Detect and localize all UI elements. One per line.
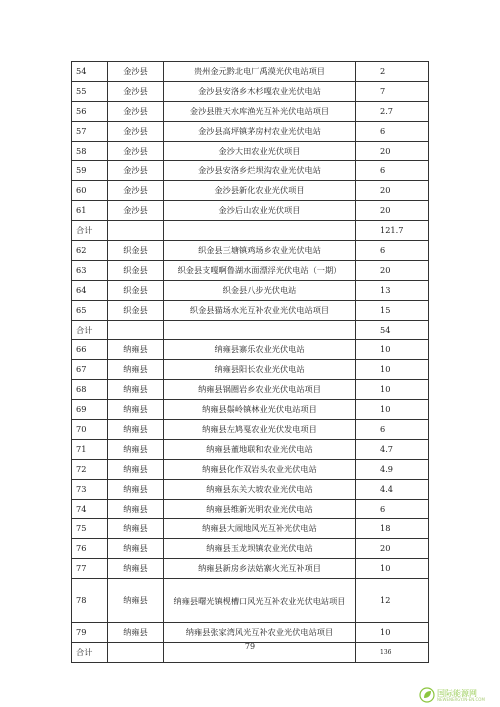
table-row xyxy=(72,420,429,440)
district-cell: 纳雍县 xyxy=(108,439,164,459)
capacity-cell: 2 xyxy=(356,62,429,82)
district-cell: 金沙县 xyxy=(108,201,164,221)
row-number-cell: 58 xyxy=(72,141,108,161)
table-row xyxy=(72,400,429,420)
project-name-cell: 织金县三塘镇鸡场乡农业光伏电站 xyxy=(164,241,356,261)
project-name-cell: 贵州金元黔北电厂禹漠光伏电站项目 xyxy=(164,62,356,82)
district-cell: 金沙县 xyxy=(108,62,164,82)
watermark-text: 国际能源网 xyxy=(437,689,477,698)
project-name-cell: 纳雍县东关大坡农业光伏电站 xyxy=(164,479,356,499)
district-cell: 纳雍县 xyxy=(108,340,164,360)
table-row xyxy=(72,340,429,360)
capacity-cell: 10 xyxy=(356,559,429,579)
capacity-cell: 54 xyxy=(356,320,429,340)
table-row xyxy=(72,459,429,479)
capacity-cell: 10 xyxy=(356,623,429,643)
row-number-cell: 65 xyxy=(72,300,108,320)
project-name-cell: 纳雍县鬃岭镇林业光伏电站项目 xyxy=(164,400,356,420)
district-cell: 金沙县 xyxy=(108,101,164,121)
project-name-cell: 纳雍县左鸠戛农业光伏发电项目 xyxy=(164,420,356,440)
capacity-cell: 15 xyxy=(356,300,429,320)
capacity-cell: 7 xyxy=(356,81,429,101)
project-name-cell: 织金县八步光伏电站 xyxy=(164,280,356,300)
table-row xyxy=(72,280,429,300)
row-number-cell: 54 xyxy=(72,62,108,82)
district-cell: 纳雍县 xyxy=(108,519,164,539)
table-row xyxy=(72,161,429,181)
capacity-cell: 6 xyxy=(356,161,429,181)
table-row xyxy=(72,519,429,539)
district-cell: 纳雍县 xyxy=(108,380,164,400)
table-row xyxy=(72,623,429,643)
capacity-cell: 20 xyxy=(356,141,429,161)
district-cell: 纳雍县 xyxy=(108,400,164,420)
capacity-cell: 20 xyxy=(356,260,429,280)
capacity-cell: 10 xyxy=(356,340,429,360)
district-cell: 金沙县 xyxy=(108,141,164,161)
row-number-cell: 57 xyxy=(72,121,108,141)
district-cell: 金沙县 xyxy=(108,121,164,141)
project-table xyxy=(71,61,429,663)
district-cell: 纳雍县 xyxy=(108,360,164,380)
district-cell: 纳雍县 xyxy=(108,420,164,440)
table-row xyxy=(72,260,429,280)
district-cell: 金沙县 xyxy=(108,81,164,101)
row-number-cell: 61 xyxy=(72,201,108,221)
project-name-cell: 织金县支嘎啊鲁湖水面漂浮光伏电站（一期） xyxy=(164,260,356,280)
watermark-subtext: NEWENERGY.IN-EN.COM xyxy=(437,697,485,702)
row-number-cell: 71 xyxy=(72,439,108,459)
row-number-cell: 62 xyxy=(72,241,108,261)
project-name-cell: 金沙大田农业光伏项目 xyxy=(164,141,356,161)
project-name-cell: 金沙后山农业光伏项目 xyxy=(164,201,356,221)
project-name-cell: 纳雍县化作双岩头农业光伏电站 xyxy=(164,459,356,479)
capacity-cell: 2.7 xyxy=(356,101,429,121)
row-number-cell: 77 xyxy=(72,559,108,579)
row-number-cell: 66 xyxy=(72,340,108,360)
row-number-cell: 68 xyxy=(72,380,108,400)
district-cell: 织金县 xyxy=(108,260,164,280)
project-name-cell: 纳雍县锅圈岩乡农业光伏电站项目 xyxy=(164,380,356,400)
row-number-cell: 56 xyxy=(72,101,108,121)
row-number-cell: 55 xyxy=(72,81,108,101)
row-number-cell: 60 xyxy=(72,181,108,201)
project-name-cell: 金沙县胜天水库渔光互补光伏电站项目 xyxy=(164,101,356,121)
capacity-cell: 12 xyxy=(356,579,429,623)
district-cell: 织金县 xyxy=(108,300,164,320)
project-name-cell xyxy=(164,320,356,340)
row-number-cell: 67 xyxy=(72,360,108,380)
table-row xyxy=(72,181,429,201)
table-row xyxy=(72,559,429,579)
district-cell: 纳雍县 xyxy=(108,559,164,579)
row-number-cell: 73 xyxy=(72,479,108,499)
table-row xyxy=(72,300,429,320)
project-name-cell: 纳雍县董地联和农业光伏电站 xyxy=(164,439,356,459)
capacity-cell: 4.9 xyxy=(356,459,429,479)
page-number: 79 xyxy=(244,642,256,651)
table-row xyxy=(72,499,429,519)
subtotal-row xyxy=(72,221,429,241)
district-cell: 纳雍县 xyxy=(108,539,164,559)
capacity-cell: 10 xyxy=(356,360,429,380)
capacity-cell: 20 xyxy=(356,181,429,201)
district-cell xyxy=(108,221,164,241)
table-row xyxy=(72,101,429,121)
row-number-cell: 76 xyxy=(72,539,108,559)
project-name-cell: 纳雍县维新光明农业光伏电站 xyxy=(164,499,356,519)
table-row xyxy=(72,539,429,559)
table-row xyxy=(72,81,429,101)
row-number-cell: 64 xyxy=(72,280,108,300)
district-cell: 织金县 xyxy=(108,241,164,261)
project-name-cell: 金沙县新化农业光伏项目 xyxy=(164,181,356,201)
district-cell: 纳雍县 xyxy=(108,499,164,519)
table-row xyxy=(72,360,429,380)
project-name-cell xyxy=(164,221,356,241)
capacity-cell: 136 xyxy=(356,643,429,663)
row-number-cell: 合计 xyxy=(72,221,108,241)
district-cell xyxy=(108,320,164,340)
table-row xyxy=(72,62,429,82)
row-number-cell: 72 xyxy=(72,459,108,479)
project-name-cell: 纳雍县曙光镇枧槽口风光互补农业光伏电站项目 xyxy=(164,579,356,623)
project-name-cell: 纳雍县阳长农业光伏电站 xyxy=(164,360,356,380)
table-row xyxy=(72,241,429,261)
row-number-cell: 69 xyxy=(72,400,108,420)
row-number-cell: 63 xyxy=(72,260,108,280)
project-name-cell: 纳雍县大闹地风光互补光伏电站 xyxy=(164,519,356,539)
table-row xyxy=(72,121,429,141)
row-number-cell: 78 xyxy=(72,579,108,623)
subtotal-row xyxy=(72,320,429,340)
table-row xyxy=(72,579,429,623)
capacity-cell: 10 xyxy=(356,380,429,400)
district-cell: 纳雍县 xyxy=(108,623,164,643)
district-cell: 纳雍县 xyxy=(108,459,164,479)
row-number-cell: 合计 xyxy=(72,643,108,663)
capacity-cell: 10 xyxy=(356,400,429,420)
watermark xyxy=(419,686,497,704)
capacity-cell: 6 xyxy=(356,499,429,519)
row-number-cell: 合计 xyxy=(72,320,108,340)
project-name-cell: 金沙县安洛乡烂坝沟农业光伏电站 xyxy=(164,161,356,181)
district-cell: 金沙县 xyxy=(108,161,164,181)
project-name-cell: 织金县猫场水光互补农业光伏电站项目 xyxy=(164,300,356,320)
district-cell: 金沙县 xyxy=(108,181,164,201)
capacity-cell: 4.4 xyxy=(356,479,429,499)
capacity-cell: 6 xyxy=(356,420,429,440)
capacity-cell: 20 xyxy=(356,539,429,559)
table-row xyxy=(72,201,429,221)
district-cell: 纳雍县 xyxy=(108,479,164,499)
capacity-cell: 13 xyxy=(356,280,429,300)
row-number-cell: 75 xyxy=(72,519,108,539)
project-name-cell: 金沙县安洛乡木杉嘎农业光伏电站 xyxy=(164,81,356,101)
row-number-cell: 59 xyxy=(72,161,108,181)
district-cell: 织金县 xyxy=(108,280,164,300)
capacity-cell: 6 xyxy=(356,241,429,261)
table-row xyxy=(72,380,429,400)
row-number-cell: 79 xyxy=(72,623,108,643)
table-row xyxy=(72,479,429,499)
project-name-cell: 金沙县高坪镇茅房村农业光伏电站 xyxy=(164,121,356,141)
district-cell: 纳雍县 xyxy=(108,579,164,623)
table-row xyxy=(72,141,429,161)
capacity-cell: 20 xyxy=(356,201,429,221)
project-name-cell: 纳雍县新房乡法姑寨火光互补项目 xyxy=(164,559,356,579)
leaf-logo-icon xyxy=(419,687,435,703)
project-name-cell: 纳雍县寨乐农业光伏电站 xyxy=(164,340,356,360)
capacity-cell: 121.7 xyxy=(356,221,429,241)
row-number-cell: 70 xyxy=(72,420,108,440)
capacity-cell: 18 xyxy=(356,519,429,539)
capacity-cell: 6 xyxy=(356,121,429,141)
table-row xyxy=(72,439,429,459)
row-number-cell: 74 xyxy=(72,499,108,519)
project-name-cell: 纳雍县玉龙坝镇农业光伏电站 xyxy=(164,539,356,559)
project-name-cell: 纳雍县张家湾风光互补农业光伏电站项目 xyxy=(164,623,356,643)
capacity-cell: 4.7 xyxy=(356,439,429,459)
